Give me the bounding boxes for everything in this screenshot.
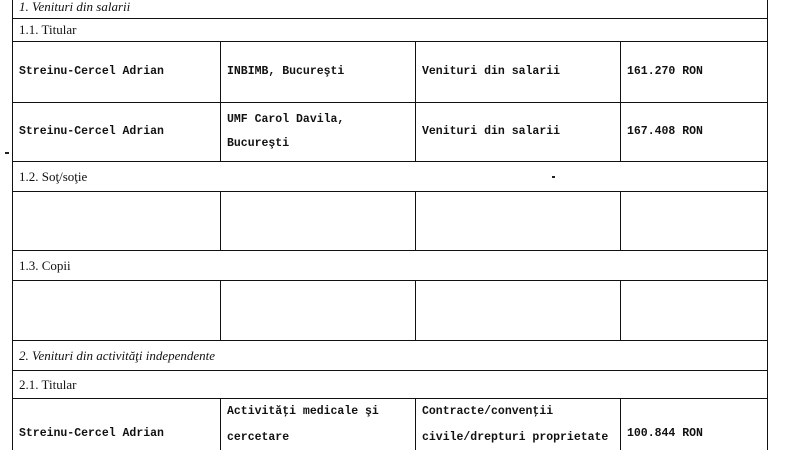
subsection-1-3-title: 1.3. Copii	[13, 251, 768, 281]
empty-cell	[13, 192, 221, 251]
income-source-cell	[221, 42, 416, 103]
income-source-cell	[221, 399, 416, 450]
section-2-row	[13, 341, 768, 371]
table-row	[13, 399, 768, 450]
empty-cell	[221, 192, 416, 251]
empty-cell	[416, 281, 621, 341]
subsection-2-1-row	[13, 371, 768, 399]
income-source-text-line2: cercetare	[227, 431, 290, 444]
income-type-cell: Venituri din salarii	[416, 42, 621, 103]
income-amount-cell: 167.408 RON	[621, 103, 768, 162]
empty-cell	[621, 192, 768, 251]
empty-cell	[416, 192, 621, 251]
income-type-cell: Venituri din salarii	[416, 103, 621, 162]
subsection-1-2-title: 1.2. Soţ/soţie	[13, 162, 768, 192]
subsection-2-1-title: 2.1. Titular	[13, 371, 768, 399]
section-1-row	[13, 0, 768, 19]
income-source-text: INBIMB, Bucureşti	[227, 65, 345, 78]
income-type-text-line1: Contracte/convenţii	[422, 405, 554, 418]
income-source-text-line1: Activităţi medicale şi	[227, 405, 379, 418]
income-amount-cell: 161.270 RON	[621, 42, 768, 103]
empty-cell	[13, 281, 221, 341]
income-declaration-table	[12, 0, 768, 450]
section-1-title: 1. Venituri din salarii	[13, 0, 768, 19]
income-type-cell	[416, 399, 621, 450]
empty-cell	[221, 281, 416, 341]
income-type-text-line2: civile/drepturi proprietate	[422, 431, 609, 444]
table-row-empty	[13, 192, 768, 251]
scan-artifact	[5, 152, 9, 154]
section-2-title: 2. Venituri din activităţi independente	[13, 341, 768, 371]
table-row	[13, 42, 768, 103]
subsection-1-2-row	[13, 162, 768, 192]
income-source-text-line1: UMF Carol Davila,	[227, 113, 345, 126]
subsection-1-3-row	[13, 251, 768, 281]
holder-name-cell: Streinu-Cercel Adrian	[13, 42, 221, 103]
subsection-1-1-title: 1.1. Titular	[13, 19, 768, 42]
empty-cell	[621, 281, 768, 341]
table-row-empty	[13, 281, 768, 341]
subsection-1-1-row	[13, 19, 768, 42]
holder-name-cell: Streinu-Cercel Adrian	[13, 399, 221, 450]
scan-artifact	[552, 176, 555, 178]
table-row	[13, 103, 768, 162]
income-source-text-line2: Bucureşti	[227, 137, 290, 150]
income-amount-cell: 100.844 RON	[621, 399, 768, 450]
income-source-cell	[221, 103, 416, 162]
holder-name-cell: Streinu-Cercel Adrian	[13, 103, 221, 162]
